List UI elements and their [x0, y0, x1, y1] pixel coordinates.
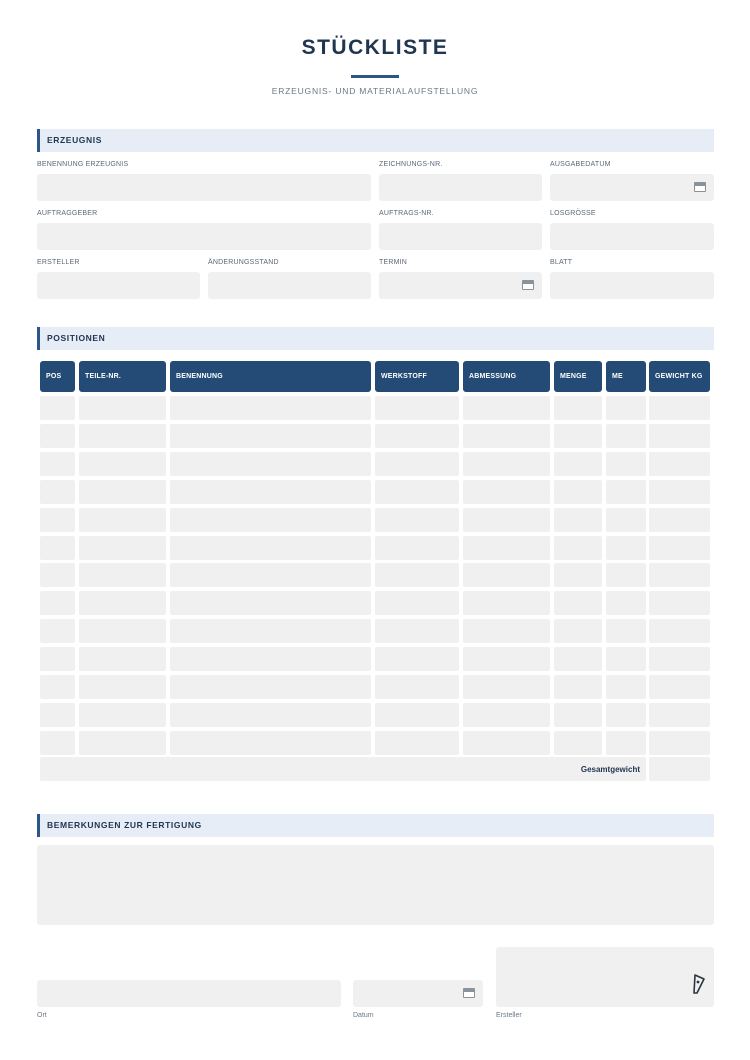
section-bemerkungen	[37, 814, 714, 837]
table-cell-abmessung[interactable]	[463, 675, 550, 699]
signature-field[interactable]	[496, 947, 714, 1007]
table-cell-werkstoff[interactable]	[375, 703, 459, 727]
column-header-me: ME	[606, 361, 646, 392]
table-cell-werkstoff[interactable]	[375, 508, 459, 532]
table-cell-gewicht-kg[interactable]	[649, 703, 710, 727]
section-bemerkungen-title: BEMERKUNGEN ZUR FERTIGUNG	[47, 820, 202, 830]
table-cell-me[interactable]	[606, 563, 646, 587]
auftraggeber-field[interactable]	[37, 223, 371, 250]
label-benennung-erzeugnis: BENENNUNG ERZEUGNIS	[37, 161, 129, 168]
section-erzeugnis-title: ERZEUGNIS	[47, 135, 102, 145]
table-cell-werkstoff[interactable]	[375, 731, 459, 755]
section-positionen	[37, 327, 714, 350]
table-cell-abmessung[interactable]	[463, 424, 550, 448]
table-cell-pos[interactable]	[40, 675, 75, 699]
termin-field[interactable]	[379, 272, 542, 299]
total-weight-label: Gesamtgewicht	[580, 765, 640, 774]
table-cell-teile-nr[interactable]	[79, 647, 166, 671]
table-cell-werkstoff[interactable]	[375, 424, 459, 448]
label-auftraggeber: AUFTRAGGEBER	[37, 210, 98, 217]
table-cell-benennung[interactable]	[170, 591, 371, 615]
section-erzeugnis	[37, 129, 714, 152]
benennung-erzeugnis-field[interactable]	[37, 174, 371, 201]
table-cell-benennung[interactable]	[170, 675, 371, 699]
calendar-icon[interactable]	[463, 988, 475, 998]
table-cell-benennung[interactable]	[170, 480, 371, 504]
table-cell-menge[interactable]	[554, 508, 602, 532]
label-ersteller: ERSTELLER	[37, 259, 80, 266]
table-cell-gewicht-kg[interactable]	[649, 731, 710, 755]
ersteller-field[interactable]	[37, 272, 200, 299]
label-blatt: BLATT	[550, 259, 573, 266]
table-cell-me[interactable]	[606, 619, 646, 643]
table-cell-me[interactable]	[606, 675, 646, 699]
table-cell-werkstoff[interactable]	[375, 563, 459, 587]
table-cell-abmessung[interactable]	[463, 536, 550, 560]
column-header-abmessung: ABMESSUNG	[463, 361, 550, 392]
table-cell-abmessung[interactable]	[463, 647, 550, 671]
total-row	[40, 757, 646, 781]
label-termin: TERMIN	[379, 259, 408, 266]
table-cell-teile-nr[interactable]	[79, 480, 166, 504]
table-cell-pos[interactable]	[40, 619, 75, 643]
table-cell-menge[interactable]	[554, 396, 602, 420]
remarks-field[interactable]	[37, 845, 714, 925]
aenderungsstand-field[interactable]	[208, 272, 371, 299]
table-cell-menge[interactable]	[554, 647, 602, 671]
table-cell-abmessung[interactable]	[463, 563, 550, 587]
table-cell-menge[interactable]	[554, 452, 602, 476]
table-cell-benennung[interactable]	[170, 396, 371, 420]
label-ort: Ort	[37, 1012, 47, 1019]
losgroesse-field[interactable]	[550, 223, 714, 250]
calendar-icon[interactable]	[694, 182, 706, 192]
table-cell-teile-nr[interactable]	[79, 675, 166, 699]
table-cell-werkstoff[interactable]	[375, 452, 459, 476]
table-cell-gewicht-kg[interactable]	[649, 647, 710, 671]
table-cell-benennung[interactable]	[170, 647, 371, 671]
table-cell-benennung[interactable]	[170, 424, 371, 448]
column-header-menge: MENGE	[554, 361, 602, 392]
total-weight-field[interactable]	[649, 757, 710, 781]
table-cell-teile-nr[interactable]	[79, 508, 166, 532]
table-cell-gewicht-kg[interactable]	[649, 619, 710, 643]
table-cell-pos[interactable]	[40, 591, 75, 615]
label-datum: Datum	[353, 1012, 374, 1019]
page-title: STÜCKLISTE	[301, 36, 449, 59]
table-cell-menge[interactable]	[554, 424, 602, 448]
table-cell-benennung[interactable]	[170, 536, 371, 560]
table-cell-gewicht-kg[interactable]	[649, 591, 710, 615]
section-positionen-title: POSITIONEN	[47, 333, 106, 343]
table-cell-pos[interactable]	[40, 703, 75, 727]
table-cell-werkstoff[interactable]	[375, 647, 459, 671]
table-cell-werkstoff[interactable]	[375, 396, 459, 420]
table-cell-gewicht-kg[interactable]	[649, 480, 710, 504]
label-zeichnungs-nr: ZEICHNUNGS-NR.	[379, 161, 443, 168]
table-cell-teile-nr[interactable]	[79, 591, 166, 615]
table-cell-menge[interactable]	[554, 591, 602, 615]
table-cell-benennung[interactable]	[170, 619, 371, 643]
table-cell-pos[interactable]	[40, 452, 75, 476]
column-header-gewicht-kg: GEWICHT KG	[649, 361, 710, 392]
table-cell-gewicht-kg[interactable]	[649, 396, 710, 420]
table-cell-teile-nr[interactable]	[79, 731, 166, 755]
table-cell-pos[interactable]	[40, 647, 75, 671]
pen-nib-icon	[692, 973, 706, 995]
table-cell-gewicht-kg[interactable]	[649, 563, 710, 587]
table-cell-me[interactable]	[606, 591, 646, 615]
auftrags-nr-field[interactable]	[379, 223, 542, 250]
table-cell-teile-nr[interactable]	[79, 563, 166, 587]
table-cell-werkstoff[interactable]	[375, 480, 459, 504]
table-cell-benennung[interactable]	[170, 703, 371, 727]
table-cell-abmessung[interactable]	[463, 508, 550, 532]
table-cell-gewicht-kg[interactable]	[649, 536, 710, 560]
ort-field[interactable]	[37, 980, 341, 1007]
table-cell-pos[interactable]	[40, 480, 75, 504]
table-cell-benennung[interactable]	[170, 452, 371, 476]
table-cell-werkstoff[interactable]	[375, 675, 459, 699]
table-cell-abmessung[interactable]	[463, 396, 550, 420]
label-aenderungsstand: ÄNDERUNGSSTAND	[208, 259, 279, 266]
column-header-teile-nr: TEILE-NR.	[79, 361, 166, 392]
table-cell-teile-nr[interactable]	[79, 396, 166, 420]
table-cell-menge[interactable]	[554, 480, 602, 504]
table-cell-pos[interactable]	[40, 536, 75, 560]
ausgabedatum-field[interactable]	[550, 174, 714, 201]
table-cell-teile-nr[interactable]	[79, 452, 166, 476]
table-cell-me[interactable]	[606, 703, 646, 727]
table-cell-me[interactable]	[606, 536, 646, 560]
table-cell-pos[interactable]	[40, 508, 75, 532]
table-cell-menge[interactable]	[554, 703, 602, 727]
table-cell-gewicht-kg[interactable]	[649, 675, 710, 699]
table-cell-me[interactable]	[606, 396, 646, 420]
page-subtitle: ERZEUGNIS- UND MATERIALAUFSTELLUNG	[271, 86, 479, 96]
label-auftrags-nr: AUFTRAGS-NR.	[379, 210, 434, 217]
table-cell-abmessung[interactable]	[463, 480, 550, 504]
table-cell-teile-nr[interactable]	[79, 536, 166, 560]
table-cell-me[interactable]	[606, 480, 646, 504]
table-cell-pos[interactable]	[40, 731, 75, 755]
table-cell-abmessung[interactable]	[463, 452, 550, 476]
table-cell-gewicht-kg[interactable]	[649, 508, 710, 532]
table-cell-menge[interactable]	[554, 563, 602, 587]
table-cell-me[interactable]	[606, 508, 646, 532]
table-cell-menge[interactable]	[554, 731, 602, 755]
label-losgroesse: LOSGRÖSSE	[550, 210, 596, 217]
table-cell-pos[interactable]	[40, 563, 75, 587]
table-cell-abmessung[interactable]	[463, 731, 550, 755]
table-cell-werkstoff[interactable]	[375, 591, 459, 615]
table-cell-gewicht-kg[interactable]	[649, 424, 710, 448]
table-cell-werkstoff[interactable]	[375, 619, 459, 643]
datum-field[interactable]	[353, 980, 483, 1007]
calendar-icon[interactable]	[522, 280, 534, 290]
table-cell-pos[interactable]	[40, 424, 75, 448]
table-cell-me[interactable]	[606, 731, 646, 755]
table-cell-werkstoff[interactable]	[375, 536, 459, 560]
table-cell-teile-nr[interactable]	[79, 619, 166, 643]
title-underline	[351, 75, 399, 78]
table-cell-teile-nr[interactable]	[79, 424, 166, 448]
table-cell-gewicht-kg[interactable]	[649, 452, 710, 476]
table-cell-benennung[interactable]	[170, 731, 371, 755]
column-header-werkstoff: WERKSTOFF	[375, 361, 459, 392]
table-cell-benennung[interactable]	[170, 563, 371, 587]
table-cell-menge[interactable]	[554, 536, 602, 560]
table-cell-menge[interactable]	[554, 675, 602, 699]
table-cell-menge[interactable]	[554, 619, 602, 643]
table-cell-abmessung[interactable]	[463, 703, 550, 727]
table-cell-abmessung[interactable]	[463, 619, 550, 643]
column-header-pos: POS	[40, 361, 75, 392]
blatt-field[interactable]	[550, 272, 714, 299]
table-cell-benennung[interactable]	[170, 508, 371, 532]
zeichnungs-nr-field[interactable]	[379, 174, 542, 201]
table-cell-me[interactable]	[606, 452, 646, 476]
table-cell-me[interactable]	[606, 647, 646, 671]
table-cell-pos[interactable]	[40, 396, 75, 420]
table-cell-abmessung[interactable]	[463, 591, 550, 615]
label-ausgabedatum: AUSGABEDATUM	[550, 161, 611, 168]
table-cell-teile-nr[interactable]	[79, 703, 166, 727]
column-header-benennung: BENENNUNG	[170, 361, 371, 392]
table-cell-me[interactable]	[606, 424, 646, 448]
label-ersteller-signature: Ersteller	[496, 1012, 522, 1019]
